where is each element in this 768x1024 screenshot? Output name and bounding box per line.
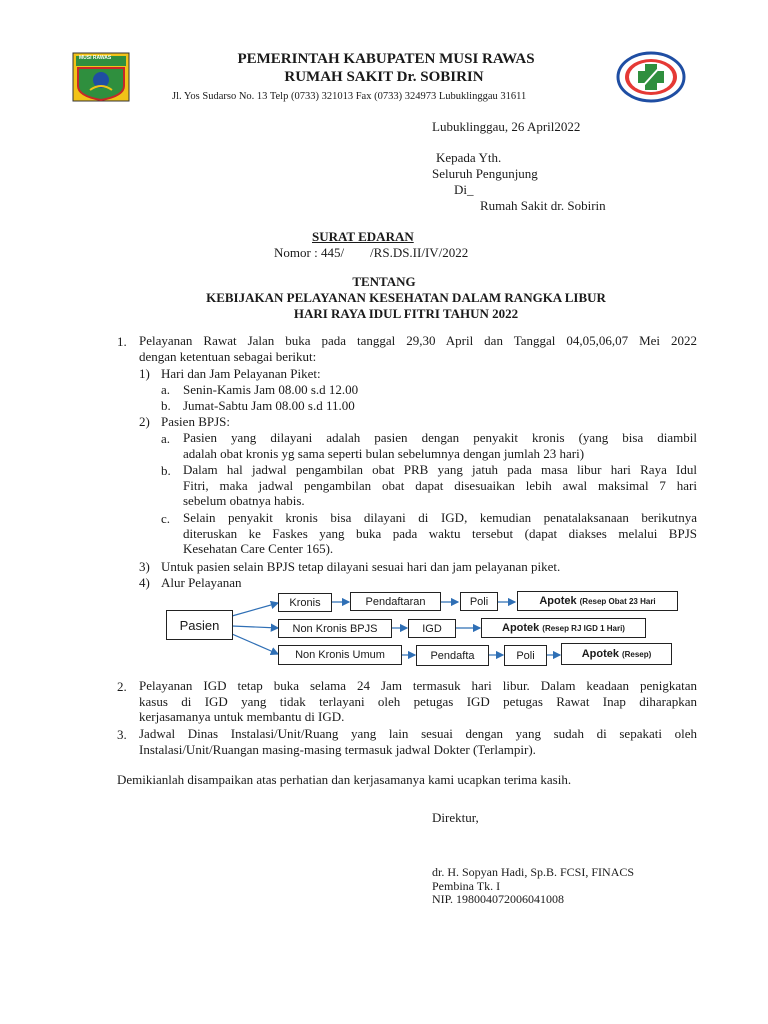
sub-2b-letter: b.: [161, 463, 171, 478]
flow-box-pasien: [166, 610, 233, 640]
arrow-pasien-nonkronis-umum: [232, 634, 278, 654]
sub-1b-letter: b.: [161, 398, 171, 413]
flow-kronis-label: Kronis: [289, 596, 321, 609]
item-3-line1: Jadwal Dinas Instalasi/Unit/Ruang yang lain sesuai dengan yang sudah di sepakati oleh: [139, 726, 697, 741]
item-2-line1: Pelayanan IGD tetap buka selama 24 Jam termasuk hari libur. Dalam keadaan penigkatan: [139, 678, 697, 693]
flow-box-igd: [408, 619, 456, 638]
sub-2a-line2: adalah obat kronis yg sama seperti bulan sebelumnya dengan jumlah 23 hari): [183, 445, 585, 461]
recipient-line2: Seluruh Pengunjung: [432, 166, 538, 181]
arrow-pasien-nonkronis-bpjs: [232, 626, 278, 628]
flow-box-pendaftaran-1: [350, 592, 441, 611]
sub-1a-text: Senin-Kamis Jam 08.00 s.d 12.00: [183, 382, 359, 397]
title-tentang: TENTANG: [352, 274, 416, 289]
item-3-line2: Instalasi/Unit/Ruangan masing-masing termasuk jadwal Dokter (Terlampir).: [139, 741, 536, 757]
flow-box-apotek-3: [561, 643, 672, 665]
signature-nip: NIP. 198004072006041008: [432, 892, 565, 906]
flow-box-nonkronis-bpjs: [278, 619, 392, 638]
sub-number-4: 4): [139, 575, 150, 590]
sub-2b-line3: sebelum obatnya habis.: [183, 493, 305, 509]
sub-2c-text: [183, 510, 697, 557]
header-hospital: RUMAH SAKIT Dr. SOBIRIN: [284, 69, 484, 85]
flow-apotek-2-label: Apotek: [502, 622, 540, 634]
flow-apotek-2-note: (Resep RJ IGD 1 Hari): [542, 623, 625, 633]
sub-2c-line3: Kesehatan Care Center 165).: [183, 541, 334, 557]
flow-box-apotek-2: [481, 618, 646, 638]
flow-apotek-1-label: Apotek: [539, 595, 577, 607]
header-government: PEMERINTAH KABUPATEN MUSI RAWAS: [237, 51, 535, 67]
recipient-line4: Rumah Sakit dr. Sobirin: [480, 198, 606, 213]
flow-box-poli-1: [460, 592, 498, 611]
sub-number-2: 2): [139, 414, 150, 429]
signature-rank: Pembina Tk. I: [432, 879, 501, 893]
flow-poli-3-label: Poli: [516, 649, 535, 662]
right-logo: [616, 51, 686, 103]
item-3-text: [139, 726, 697, 757]
flow-nonkronis-bpjs-label: Non Kronis BPJS: [292, 622, 378, 635]
sub-2c-letter: c.: [161, 511, 171, 526]
sub-2c-line2: diteruskan ke Faskes yang buka pada waktu tersebut (dapat diakses melalui BPJS: [183, 525, 697, 541]
header-address: Jl. Yos Sudarso No. 13 Telp (0733) 321013 Fax (0733) 324973 Lubuklinggau 31611: [172, 91, 527, 102]
flow-apotek-3-note: (Resep): [621, 649, 652, 659]
flow-poli-1-label: Poli: [469, 595, 489, 608]
item-number-1: 1.: [117, 334, 127, 349]
flow-pasien-label: Pasien: [179, 617, 220, 633]
sub-2a-text: [183, 430, 697, 461]
item-1-line2: dengan ketentuan sebagai berikut:: [139, 348, 317, 364]
flow-pendaftaran-1-label: Pendaftaran: [365, 595, 426, 608]
letter-date: Lubuklinggau, 26 April2022: [432, 119, 581, 134]
sub-2a-letter: a.: [161, 431, 171, 446]
flow-igd-label: IGD: [422, 622, 442, 635]
flow-box-poli-3: [504, 645, 547, 666]
sub-2b-line1: Dalam hal jadwal pengambilan obat PRB yang jatuh pada masa libur hari Raya Idul: [183, 462, 697, 477]
arrow-pasien-kronis: [232, 603, 278, 616]
sub-2b-line2: Fitri, maka jadwal pengambilan obat dapat disesuaikan lebih awal maksimal 7 hari: [183, 477, 697, 493]
item-1-text: [139, 333, 697, 364]
item-number-2: 2.: [117, 679, 127, 694]
flow-box-pendaftaran-3: [416, 645, 489, 666]
title-nomor: Nomor : 445/ /RS.DS.II/IV/2022: [274, 245, 469, 260]
signature-role: Direktur,: [432, 810, 479, 825]
sub-2a-line1: Pasien yang dilayani adalah pasien dengan penyakit kronis (yang bisa diambil: [183, 430, 697, 445]
sub-1-text: Hari dan Jam Pelayanan Piket:: [161, 366, 321, 381]
sub-2c-line1: Selain penyakit kronis bisa dilayani di IGD, kemudian penatalaksanaan berikutnya: [183, 510, 697, 525]
item-2-text: [139, 678, 697, 725]
sub-4-text: Alur Pelayanan: [161, 575, 242, 590]
item-2-line2: kasus di IGD yang tidak terlayani oleh petugas IGD petugas Rawat Inap diharapkan: [139, 693, 697, 709]
title-surat-edaran: SURAT EDARAN: [312, 229, 414, 244]
sub-1b-text: Jumat-Sabtu Jam 08.00 s.d 11.00: [183, 398, 355, 413]
flow-nonkronis-umum-label: Non Kronis Umum: [295, 649, 385, 661]
sub-3-text: Untuk pasien selain BPJS tetap dilayani sesuai hari dan jam pelayanan piket.: [161, 559, 561, 574]
flow-pendaftaran-3-label: Pendafta: [430, 649, 475, 662]
flow-apotek-3-label: Apotek: [581, 648, 619, 660]
flow-box-nonkronis-umum: [278, 645, 402, 665]
sub-2-text: Pasien BPJS:: [161, 414, 230, 429]
item-2-line3: kerjasamanya untuk membantu di IGD.: [139, 709, 345, 725]
sub-number-1: 1): [139, 366, 150, 381]
sub-number-3: 3): [139, 559, 150, 574]
sub-1a-letter: a.: [161, 382, 171, 397]
title-subject-line2: HARI RAYA IDUL FITRI TAHUN 2022: [293, 306, 519, 321]
item-1-line1: Pelayanan Rawat Jalan buka pada tanggal 29,30 April dan Tanggal 04,05,06,07 Mei 2022: [139, 333, 697, 348]
item-number-3: 3.: [117, 727, 127, 742]
recipient-line1: Kepada Yth.: [436, 150, 502, 165]
title-subject-line1: KEBIJAKAN PELAYANAN KESEHATAN DALAM RANGKA LIBUR: [206, 290, 606, 305]
left-logo-text: MUSI RAWAS: [79, 55, 112, 61]
flow-apotek-1-note: (Resep Obat 23 Hari: [579, 596, 656, 606]
flow-box-kronis: [278, 593, 332, 612]
flow-box-apotek-1: [517, 591, 678, 611]
recipient-line3: Di_: [454, 182, 474, 197]
signature-name: dr. H. Sopyan Hadi, Sp.B. FCSI, FINACS: [432, 865, 635, 879]
sub-2b-text: [183, 462, 697, 509]
closing-text: Demikianlah disampaikan atas perhatian dan kerjasamanya kami ucapkan terima kasih.: [117, 772, 572, 787]
